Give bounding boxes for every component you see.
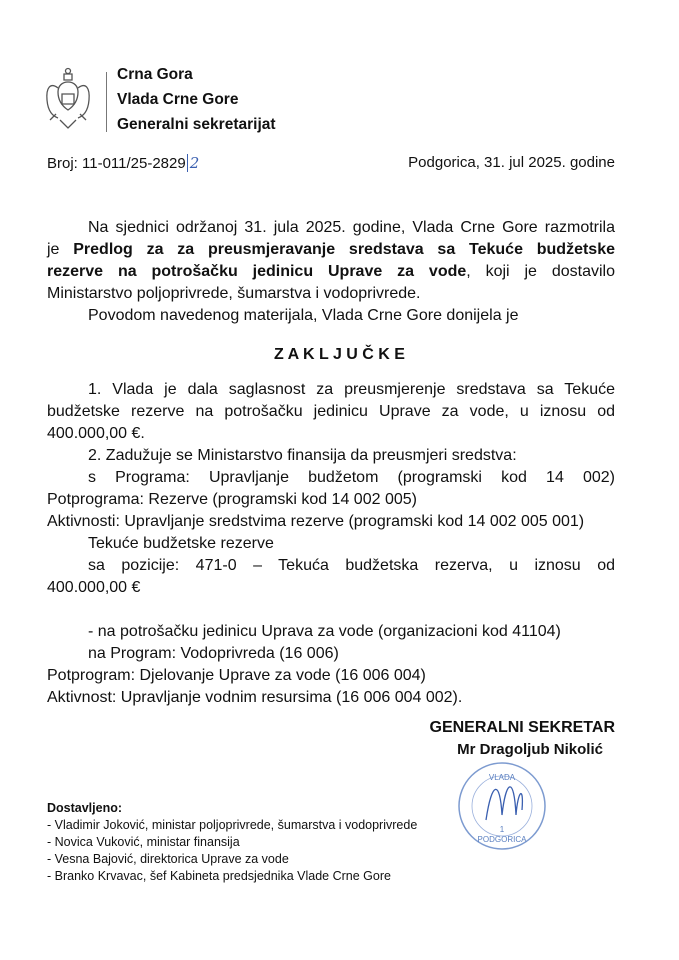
conclusion-line: Tekuće budžetske rezerve bbox=[88, 535, 274, 552]
conclusion-line: Aktivnost: Upravljanje vodnim resursima (16 006 004 002). bbox=[47, 689, 463, 706]
intro-text: , koji je dostavilo bbox=[466, 263, 616, 280]
intro-line-1: Na sjednici održanoj 31. jula 2025. godine, Vlada Crne Gore razmotrila bbox=[88, 219, 615, 236]
distribution-item: - Branko Krvavac, šef Kabineta predsjednika Vlade Crne Gore bbox=[47, 869, 391, 883]
conclusion-line: Aktivnosti: Upravljanje sredstvima rezerve (programski kod 14 002 005 001) bbox=[47, 513, 585, 530]
conclusion-line: Potprograma: Rezerve (programski kod 14 002 005) bbox=[47, 491, 417, 508]
intro-line-2 bbox=[47, 240, 615, 260]
header-country: Crna Gora bbox=[117, 66, 193, 83]
header-secretariat: Generalni sekretarijat bbox=[117, 116, 276, 133]
intro-line-4: Ministarstvo poljoprivrede, šumarstva i vodoprivrede. bbox=[47, 285, 421, 302]
conclusion-line: 400.000,00 €. bbox=[47, 425, 145, 442]
conclusions-title: Z A K L J U Č K E bbox=[274, 346, 405, 363]
conclusion-line: 400.000,00 € bbox=[47, 579, 141, 596]
proposal-title-cont: rezerve na potrošačku jedinicu Uprave za vode bbox=[47, 263, 467, 280]
svg-text:1: 1 bbox=[499, 825, 505, 834]
reference-number bbox=[47, 153, 199, 174]
conclusion-line: sa pozicije: 471-0 – Tekuća budžetska rezerva, u iznosu od bbox=[88, 557, 615, 574]
conclusion-line: 1. Vlada je dala saglasnost za preusmjerenje sredstava sa Tekuće bbox=[88, 381, 615, 398]
coat-of-arms-icon bbox=[44, 66, 92, 132]
conclusion-line: - na potrošačku jedinicu Uprava za vode (organizacioni kod 41104) bbox=[88, 623, 561, 640]
intro-text: je bbox=[47, 241, 74, 258]
svg-text:PODGORICA: PODGORICA bbox=[477, 835, 527, 844]
intro-line-5: Povodom navedenog materijala, Vlada Crne Gore donijela je bbox=[88, 307, 519, 324]
conclusion-line: na Program: Vodoprivreda (16 006) bbox=[88, 645, 339, 662]
header-divider bbox=[106, 72, 107, 132]
distribution-item: - Vladimir Joković, ministar poljoprivrede, šumarstva i vodoprivrede bbox=[47, 818, 418, 832]
distribution-item: - Vesna Bajović, direktorica Uprave za vode bbox=[47, 852, 289, 866]
official-stamp bbox=[456, 760, 548, 852]
place-date: Podgorica, 31. jul 2025. godine bbox=[408, 154, 615, 171]
conclusion-line: s Programa: Upravljanje budžetom (programski kod 14 002) bbox=[88, 469, 615, 486]
svg-text:VLADA: VLADA bbox=[488, 773, 516, 782]
signatory-name: Mr Dragoljub Nikolić bbox=[457, 741, 603, 758]
handwritten-suffix: 2 bbox=[187, 154, 200, 172]
distribution-item: - Novica Vuković, ministar finansija bbox=[47, 835, 240, 849]
conclusion-line: 2. Zadužuje se Ministarstvo finansija da preusmjeri sredstva: bbox=[88, 447, 517, 464]
conclusion-line: Potprogram: Djelovanje Uprave za vode (16 006 004) bbox=[47, 667, 426, 684]
signatory-title: GENERALNI SEKRETAR bbox=[429, 719, 615, 736]
reference-text: Broj: 11-011/25-2829 bbox=[47, 155, 186, 172]
intro-line-3 bbox=[47, 262, 615, 282]
header-government: Vlada Crne Gore bbox=[117, 91, 239, 108]
distribution-label: Dostavljeno: bbox=[47, 801, 123, 815]
conclusion-line: budžetske rezerve na potrošačku jedinicu Uprave za vode, u iznosu od bbox=[47, 403, 615, 420]
proposal-title: Predlog za za preusmjeravanje sredstava sa Tekuće budžetske bbox=[73, 241, 615, 258]
